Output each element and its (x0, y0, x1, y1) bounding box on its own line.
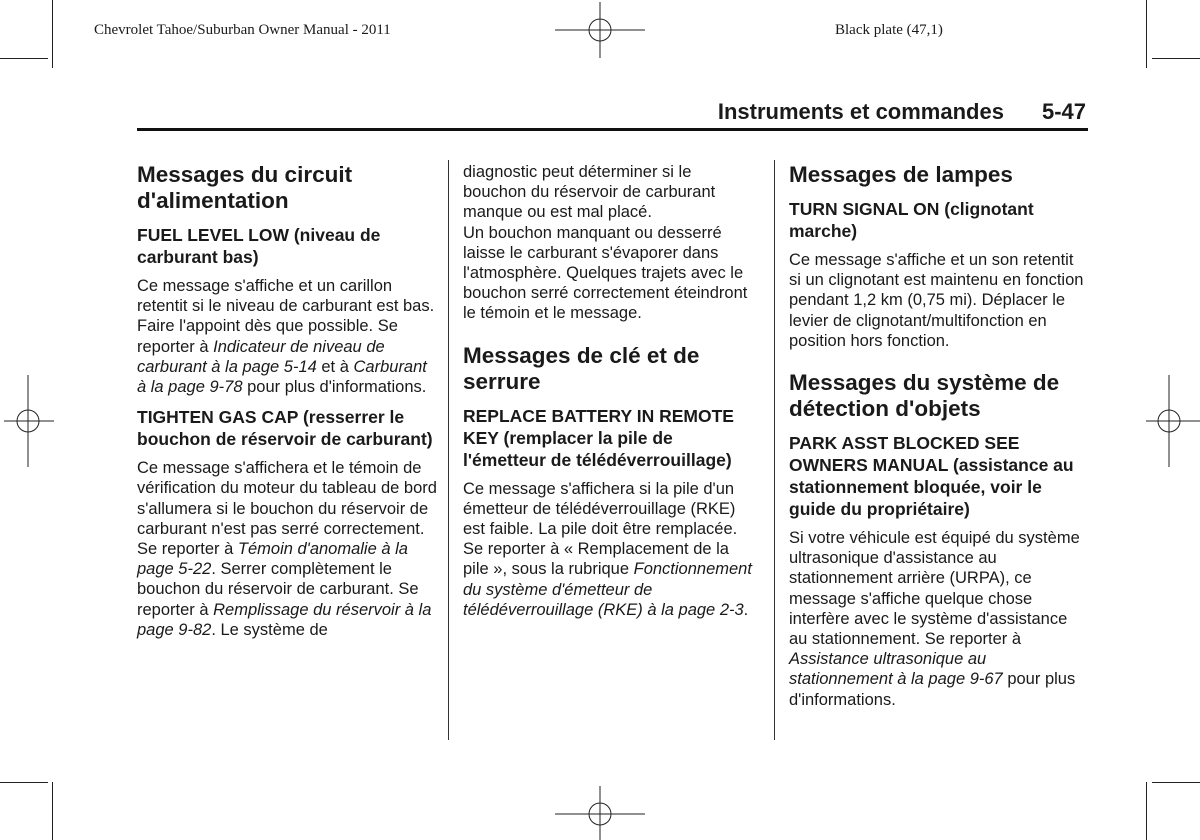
column-3 (789, 162, 1089, 719)
column-2 (463, 162, 758, 629)
section-title: Instruments et commandes (717, 99, 1004, 124)
heading-key-lock: Messages de clé et de serrure (463, 342, 700, 394)
paragraph-gas-cap-evaporation: Un bouchon manquant ou desserré laisse le carburant s'évaporer dans l'atmosphère. Quelques trajets avec le bouchon serré correctement éteindront le témoin et le message. (463, 223, 748, 323)
cross-reference: Carburant à la page 9-78 (137, 357, 427, 397)
paragraph-park-assist-blocked: Si votre véhicule est équipé du système ultrasonique d'assistance au stationnement arrière (URPA), ce message s'affiche quelque chose interfère avec le système d'assistance au stationnement. Se reporter à Assistance ultrasonique au stationnement à la page 9-67 pour plus d'informations. (789, 529, 1080, 709)
running-head (680, 99, 1086, 125)
column-1 (137, 162, 437, 649)
cross-reference: Assistance ultrasonique au stationnement à la page 9-67 (789, 650, 1003, 689)
registration-mark-top (555, 2, 645, 58)
subheading-fuel-level-low: FUEL LEVEL LOW (niveau de carburant bas) (137, 225, 381, 267)
subheading-park-assist-blocked: PARK ASST BLOCKED SEE OWNERS MANUAL (assistance au stationnement bloquée, voir le guide du propriétaire) (789, 433, 1074, 520)
registration-mark-bottom (555, 786, 645, 840)
registration-mark-left (4, 375, 54, 467)
crop-mark (1146, 0, 1147, 68)
paragraph-replace-battery: Ce message s'affichera si la pile d'un émetteur de télédéverrouillage (RKE) est faible. La pile doit être remplacée. Se reporter à « Remplacement de la pile », sous la rubrique Fonctionnement du système d'émetteur de télédéverrouillage (RKE) à la page 2-3. (463, 479, 752, 619)
heading-object-detection: Messages du système de détection d'objets (789, 370, 1060, 422)
paragraph-tighten-gas-cap: Ce message s'affichera et le témoin de vérification du moteur du tableau de bord s'allumera si le bouchon du réservoir de carburant n'est pas serré correctement. Se reporter à Témoin d'anomalie à la page 5-22. Serrer complètement le bouchon du réservoir de carburant. Se reporter à Remplissage du réservoir à la page 9-82. Le système de (137, 459, 437, 639)
paragraph-gas-cap-continued: diagnostic peut déterminer si le bouchon du réservoir de carburant manque ou est mal placé. (463, 163, 716, 222)
crop-mark (1152, 782, 1200, 783)
cross-reference: Fonctionnement du système d'émetteur de télédéverrouillage (RKE) à la page 2-3 (463, 560, 752, 619)
heading-lamps: Messages de lampes (789, 162, 1013, 187)
subheading-turn-signal: TURN SIGNAL ON (clignotant marche) (789, 199, 1034, 241)
subheading-tighten-gas-cap: TIGHTEN GAS CAP (resserrer le bouchon de réservoir de carburant) (137, 407, 433, 450)
crop-mark (52, 0, 53, 68)
subheading-replace-battery: REPLACE BATTERY IN REMOTE KEY (remplacer la pile de l'émetteur de télédéverrouillage) (463, 405, 734, 470)
registration-mark-right (1146, 375, 1200, 467)
heading-fuel-system: Messages du circuit d'alimentation (137, 162, 353, 213)
paragraph-fuel-level-low: Ce message s'affiche et un carillon retentit si le niveau de carburant est bas. Faire l'appoint dès que possible. Se reporter à Indicateur de niveau de carburant à la page 5-14 et à Carburant à la page 9-78 pour plus d'informations. (137, 277, 435, 397)
cross-reference: Témoin d'anomalie à la page 5-22 (137, 540, 408, 579)
crop-mark (0, 782, 48, 783)
crop-mark (0, 58, 48, 59)
crop-mark (1146, 782, 1147, 840)
cross-reference: Indicateur de niveau de carburant à la page 5-14 (137, 337, 385, 376)
column-divider (774, 160, 775, 740)
page-number: 5-47 (1041, 99, 1086, 124)
manual-title: Chevrolet Tahoe/Suburban Owner Manual - 2011 (94, 22, 391, 38)
crop-mark (52, 782, 53, 840)
column-divider (448, 160, 449, 740)
paragraph-turn-signal: Ce message s'affiche et un son retentit si un clignotant est maintenu en fonction pendant 1,2 km (0,75 mi). Déplacer le levier de clignotant/multifonction en position hors fonction. (789, 251, 1084, 350)
plate-label: Black plate (47,1) (835, 22, 943, 38)
cross-reference: Remplissage du réservoir à la page 9-82 (137, 600, 432, 639)
header-rule (137, 128, 1088, 131)
crop-mark (1152, 58, 1200, 59)
